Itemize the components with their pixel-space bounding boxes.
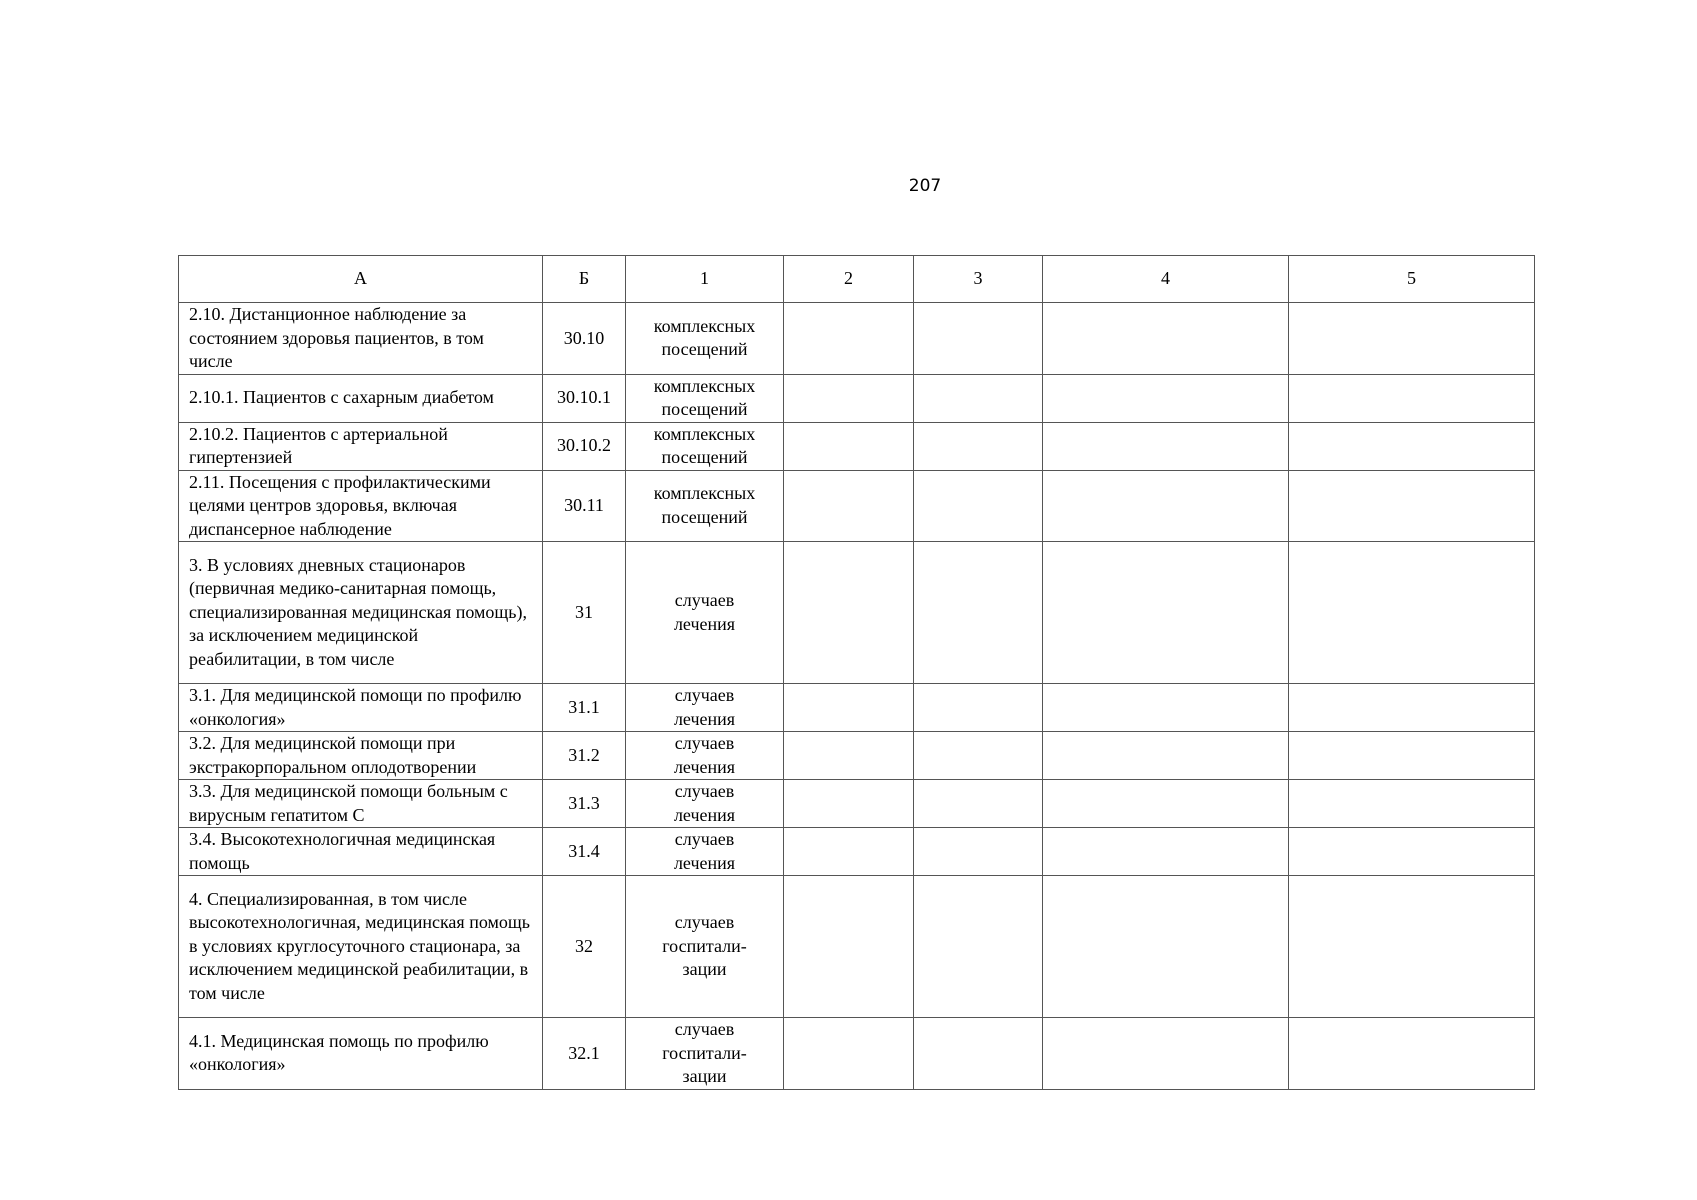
table-row — [179, 542, 1535, 684]
header-row — [179, 256, 1535, 303]
value-cell — [1289, 1018, 1535, 1090]
value-cell — [914, 542, 1043, 684]
value-cell — [914, 374, 1043, 422]
value-cell — [1289, 876, 1535, 1018]
row-code: 30.10.2 — [543, 422, 626, 470]
row-code: 30.10 — [543, 303, 626, 375]
value-cell — [1043, 542, 1289, 684]
row-code: 31 — [543, 542, 626, 684]
value-cell — [784, 303, 914, 375]
unit-line: посещений — [661, 506, 748, 527]
value-cell — [1289, 303, 1535, 375]
unit-line: случаев — [674, 590, 735, 610]
unit-line: комплексных — [653, 315, 756, 336]
row-unit — [626, 374, 784, 422]
value-cell — [784, 374, 914, 422]
table-row — [179, 422, 1535, 470]
value-cell — [1043, 684, 1289, 732]
row-code: 30.11 — [543, 470, 626, 542]
table-row — [179, 303, 1535, 375]
value-cell — [1043, 876, 1289, 1018]
unit-line: случаев — [674, 733, 735, 753]
unit-line: лечения — [673, 613, 736, 634]
table-row — [179, 780, 1535, 828]
unit-line: комплексных — [653, 423, 756, 444]
row-code: 31.4 — [543, 828, 626, 876]
row-unit — [626, 303, 784, 375]
unit-line: комплексных — [653, 375, 756, 396]
value-cell — [784, 732, 914, 780]
row-unit — [626, 876, 784, 1018]
row-name: 3.4. Высокотехнологичная медицинская помощь — [179, 828, 543, 876]
unit-line: случаев — [674, 781, 735, 801]
header-cell-3: 3 — [914, 256, 1043, 303]
unit-line: лечения — [673, 708, 736, 729]
value-cell — [1043, 780, 1289, 828]
value-cell — [784, 422, 914, 470]
row-unit — [626, 422, 784, 470]
row-code: 31.2 — [543, 732, 626, 780]
value-cell — [914, 422, 1043, 470]
unit-line: госпитали- — [662, 935, 747, 956]
value-cell — [914, 1018, 1043, 1090]
unit-line: госпитали- — [662, 1042, 747, 1063]
unit-line: случаев — [674, 1019, 735, 1039]
value-cell — [1289, 470, 1535, 542]
value-cell — [1043, 828, 1289, 876]
header-cell-5: 5 — [1289, 256, 1535, 303]
table-row — [179, 828, 1535, 876]
row-unit — [626, 732, 784, 780]
row-name: 3.3. Для медицинской помощи больным с вирусным гепатитом С — [179, 780, 543, 828]
value-cell — [784, 780, 914, 828]
row-name: 3. В условиях дневных стационаров (первичная медико-санитарная помощь, специализированная медицинская помощь), за исключением медицинской реабилитации, в том числе — [179, 542, 543, 684]
unit-line: комплексных — [653, 483, 756, 504]
value-cell — [914, 876, 1043, 1018]
table-row — [179, 732, 1535, 780]
row-unit — [626, 780, 784, 828]
row-unit — [626, 470, 784, 542]
value-cell — [1043, 1018, 1289, 1090]
header-cell-2: 2 — [784, 256, 914, 303]
row-code: 31.3 — [543, 780, 626, 828]
value-cell — [914, 828, 1043, 876]
unit-line: зации — [682, 1066, 727, 1086]
row-unit — [626, 1018, 784, 1090]
value-cell — [1289, 684, 1535, 732]
row-name: 2.10.2. Пациентов с артериальной гипертензией — [179, 422, 543, 470]
header-cell-a: А — [179, 256, 543, 303]
value-cell — [914, 732, 1043, 780]
unit-line: лечения — [673, 804, 736, 825]
value-cell — [784, 470, 914, 542]
row-name: 2.11. Посещения с профилактическими целями центров здоровья, включая диспансерное наблюдение — [179, 470, 543, 542]
table-row — [179, 374, 1535, 422]
row-name: 3.2. Для медицинской помощи при экстракорпоральном оплодотворении — [179, 732, 543, 780]
row-code: 30.10.1 — [543, 374, 626, 422]
data-table — [178, 255, 1535, 1090]
value-cell — [1289, 780, 1535, 828]
row-name: 4.1. Медицинская помощь по профилю «онкология» — [179, 1018, 543, 1090]
table-row — [179, 876, 1535, 1018]
value-cell — [784, 684, 914, 732]
value-cell — [1043, 374, 1289, 422]
value-cell — [914, 303, 1043, 375]
value-cell — [1043, 470, 1289, 542]
value-cell — [1043, 732, 1289, 780]
value-cell — [1289, 422, 1535, 470]
table-row — [179, 684, 1535, 732]
value-cell — [1289, 732, 1535, 780]
value-cell — [1289, 542, 1535, 684]
value-cell — [914, 684, 1043, 732]
row-name: 3.1. Для медицинской помощи по профилю «онкология» — [179, 684, 543, 732]
value-cell — [784, 1018, 914, 1090]
row-code: 31.1 — [543, 684, 626, 732]
row-unit — [626, 542, 784, 684]
table-row — [179, 470, 1535, 542]
row-name: 4. Специализированная, в том числе высокотехнологичная, медицинская помощь в условиях круглосуточного стационара, за исключением медицинской реабилитации, в том числе — [179, 876, 543, 1018]
row-unit — [626, 828, 784, 876]
value-cell — [1043, 303, 1289, 375]
unit-line: случаев — [674, 685, 735, 705]
unit-line: случаев — [674, 912, 735, 933]
unit-line: посещений — [661, 339, 748, 360]
value-cell — [1289, 374, 1535, 422]
value-cell — [784, 542, 914, 684]
value-cell — [914, 780, 1043, 828]
unit-line: зации — [682, 959, 727, 980]
row-name: 2.10.1. Пациентов с сахарным диабетом — [179, 374, 543, 422]
row-name: 2.10. Дистанционное наблюдение за состоянием здоровья пациентов, в том числе — [179, 303, 543, 375]
row-code: 32.1 — [543, 1018, 626, 1090]
value-cell — [914, 470, 1043, 542]
unit-line: лечения — [673, 852, 736, 873]
value-cell — [784, 876, 914, 1018]
page-number: 207 — [908, 176, 942, 196]
row-code: 32 — [543, 876, 626, 1018]
unit-line: случаев — [674, 829, 735, 849]
unit-line: посещений — [661, 399, 748, 419]
value-cell — [1043, 422, 1289, 470]
row-unit — [626, 684, 784, 732]
table-row — [179, 1018, 1535, 1090]
unit-line: посещений — [661, 447, 748, 467]
value-cell — [784, 828, 914, 876]
header-cell-4: 4 — [1043, 256, 1289, 303]
header-cell-b: Б — [543, 256, 626, 303]
value-cell — [1289, 828, 1535, 876]
header-cell-1: 1 — [626, 256, 784, 303]
unit-line: лечения — [673, 756, 736, 777]
